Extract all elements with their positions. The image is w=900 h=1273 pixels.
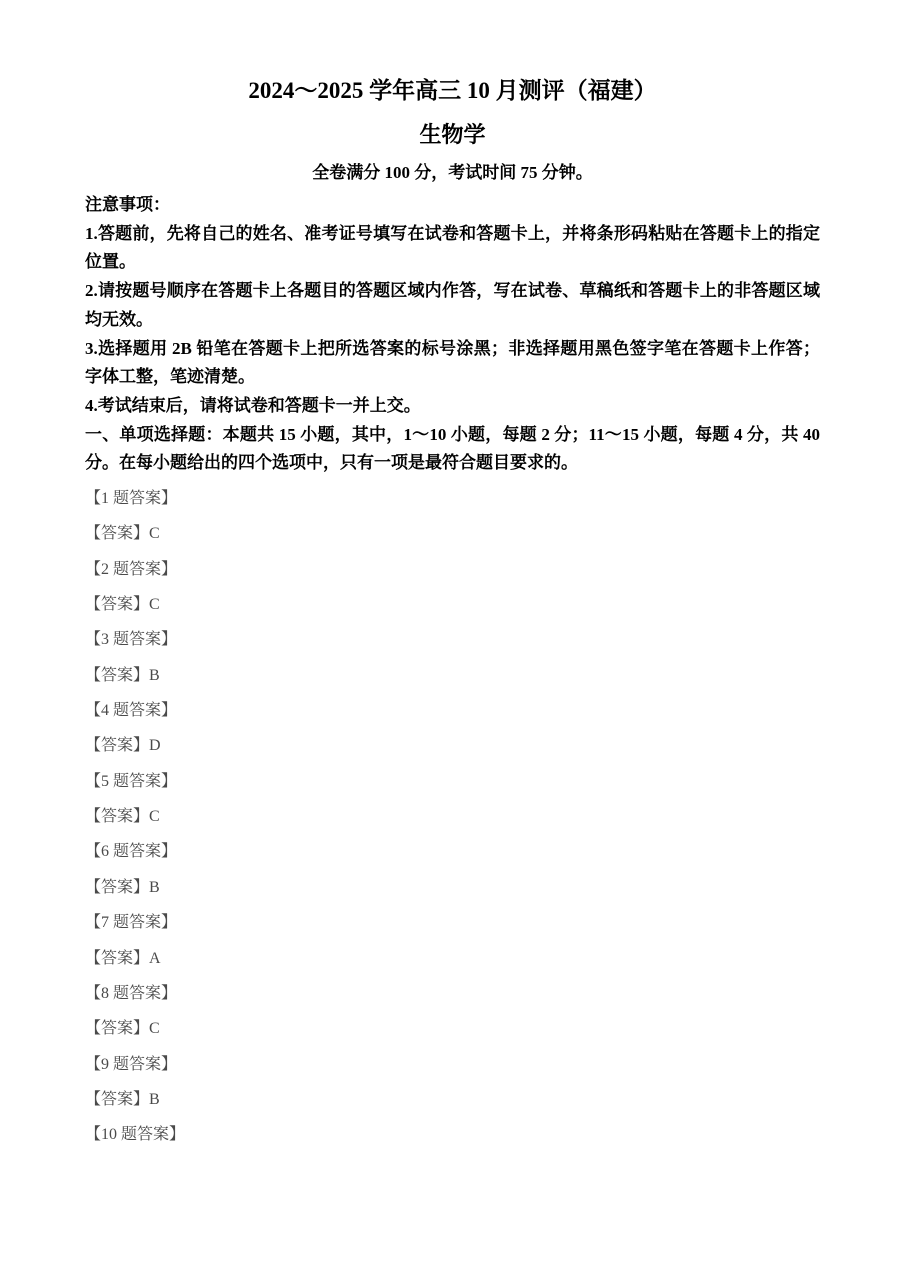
answer-question-label: 【5 题答案】 (85, 772, 178, 790)
answer-question-label: 【8 题答案】 (85, 984, 178, 1002)
page-title: 2024～2025 学年高三 10 月测评（福建） (248, 78, 657, 103)
notice-item-3: 3.选择题用 2B 铅笔在答题卡上把所选答案的标号涂黑；非选择题用黑色签字笔在答题卡上作答；字体工整，笔迹清楚。 (85, 338, 820, 387)
exam-info: 全卷满分 100 分，考试时间 75 分钟。 (312, 163, 593, 182)
answer-value: 【答案】A (85, 949, 161, 967)
answer-value: 【答案】B (85, 878, 160, 896)
answer-list (85, 481, 820, 1153)
answer-question-label: 【9 题答案】 (85, 1055, 178, 1073)
answer-question-label: 【1 题答案】 (85, 490, 178, 508)
answer-value: 【答案】C (85, 525, 160, 543)
answer-question-label: 【10 题答案】 (85, 1126, 186, 1144)
document-content (85, 76, 820, 1153)
answer-question-label: 【2 题答案】 (85, 560, 178, 578)
notice-item-2: 2.请按题号顺序在答题卡上各题目的答题区域内作答，写在试卷、草稿纸和答题卡上的非答题区域均无效。 (85, 281, 820, 329)
answer-value: 【答案】B (85, 1090, 160, 1108)
notice-item-4: 4.考试结束后，请将试卷和答题卡一并上交。 (85, 395, 421, 415)
answer-question-label: 【7 题答案】 (85, 914, 178, 932)
answer-question-label: 【4 题答案】 (85, 702, 178, 720)
answer-question-label: 【6 题答案】 (85, 843, 178, 861)
answer-value: 【答案】C (85, 808, 160, 826)
answer-value: 【答案】C (85, 1020, 160, 1038)
notice-item-1: 1.答题前，先将自己的姓名、准考证号填写在试卷和答题卡上，并将条形码粘贴在答题卡上的指定位置。 (85, 223, 820, 272)
answer-value: 【答案】D (85, 737, 161, 755)
answer-value: 【答案】B (85, 666, 160, 684)
subject-title: 生物学 (419, 122, 486, 147)
section-heading: 一、单项选择题：本题共 15 小题，其中，1～10 小题，每题 2 分；11～15 小题，每题 4 分，共 40 分。在每小题给出的四个选项中，只有一项是最符合题目要求的。 (85, 424, 820, 473)
notice-heading: 注意事项： (85, 195, 170, 214)
answer-value: 【答案】C (85, 596, 160, 614)
answer-question-label: 【3 题答案】 (85, 631, 178, 649)
